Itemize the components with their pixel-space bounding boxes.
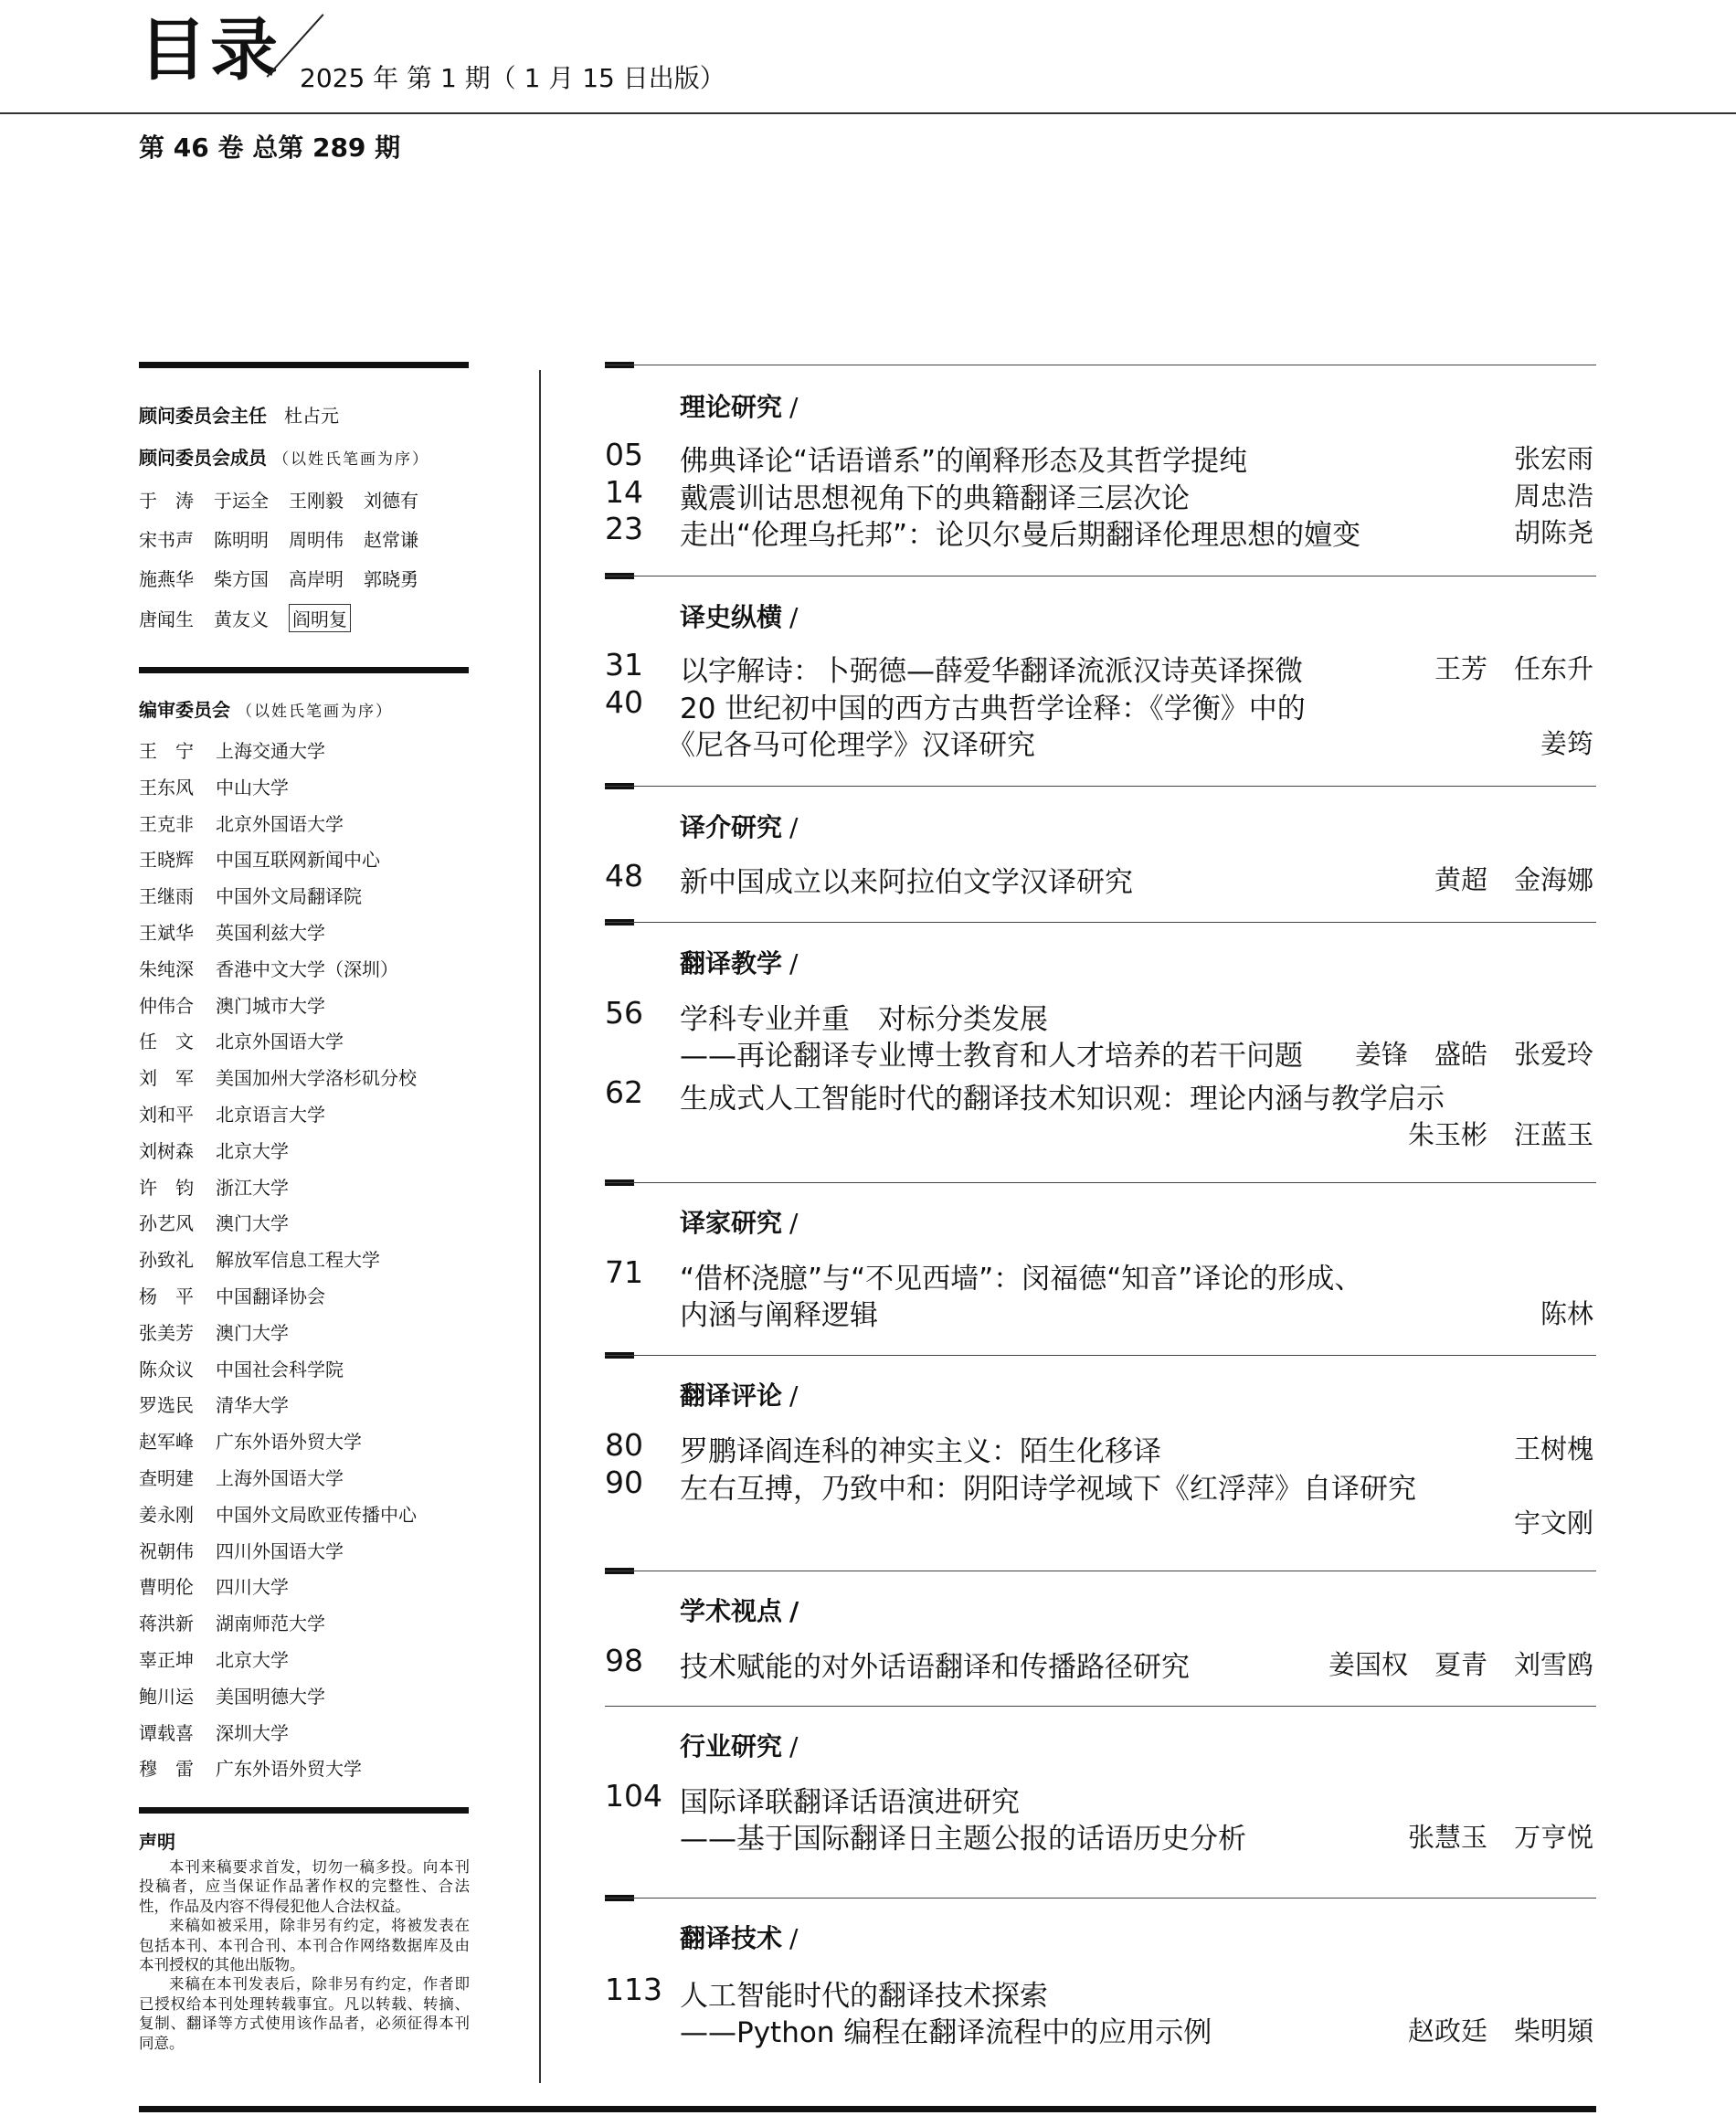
article-title[interactable]: 人工智能时代的翻译技术探索 xyxy=(680,1980,1048,2013)
article-title[interactable]: 佛典译论“话语谱系”的阐释形态及其哲学提纯 xyxy=(680,445,1248,478)
article-authors: 宇文刚 xyxy=(1513,1507,1593,1539)
article-page: 62 xyxy=(605,1074,643,1110)
editorial-member-name: 蒋洪新 xyxy=(139,1613,194,1635)
declaration-paragraph: 来稿在本刊发表后，除非另有约定，作者即已授权给本刊处理转载事宜。凡以转载、转摘、复制、翻译等方式使用该作品者，必须征得本刊同意。 xyxy=(139,1975,470,2052)
advisory-member: 高岸明 xyxy=(289,568,344,590)
editorial-member xyxy=(139,1537,344,1563)
editorial-member-org: 上海交通大学 xyxy=(216,740,325,762)
editorial-member xyxy=(139,1063,417,1090)
sidebar-rule xyxy=(139,362,469,368)
article-authors: 周忠浩 xyxy=(1513,481,1593,512)
advisory-chair-label: 顾问委员会主任 xyxy=(139,405,267,427)
article-authors: 张宏雨 xyxy=(1513,443,1593,474)
article-authors: 姜国权 夏青 刘雪鸥 xyxy=(1328,1649,1593,1680)
header-rule xyxy=(0,112,1736,114)
editorial-member xyxy=(139,773,289,799)
advisory-member-boxed: 阎明复 xyxy=(289,604,351,632)
editorial-member-org: 中国外文局翻译院 xyxy=(216,885,362,908)
advisory-members-label: 顾问委员会成员 xyxy=(139,447,267,469)
editorial-member-name: 王晓辉 xyxy=(139,849,194,872)
editorial-member xyxy=(139,1137,289,1163)
editorial-member-name: 姜永刚 xyxy=(139,1503,194,1526)
article-title[interactable]: “借杯浇臆”与“不见西墙”：闵福德“知音”译论的形成、 xyxy=(680,1263,1363,1296)
article-title[interactable]: 走出“伦理乌托邦”：论贝尔曼后期翻译伦理思想的嬗变 xyxy=(680,519,1361,552)
editorial-member-name: 罗选民 xyxy=(139,1394,194,1417)
editorial-member xyxy=(139,1355,344,1381)
editorial-member-org: 湖南师范大学 xyxy=(216,1613,325,1635)
article-authors: 姜锋 盛皓 张爱玲 xyxy=(1354,1039,1593,1070)
article-page: 80 xyxy=(605,1427,643,1463)
editorial-member xyxy=(139,1209,289,1235)
editorial-member xyxy=(139,1318,289,1345)
article-page: 40 xyxy=(605,684,643,720)
article-title[interactable]: 20 世纪初中国的西方古典哲学诠释：《学衡》中的 xyxy=(680,693,1306,725)
declaration-paragraph: 来稿如被采用，除非另有约定，将被发表在包括本刊、本刊合刊、本刊合作网络数据库及由本刊授权的其他出版物。 xyxy=(139,1917,470,1974)
article-authors: 王芳 任东升 xyxy=(1434,653,1593,684)
editorial-member xyxy=(139,918,325,945)
advisory-member: 陈明明 xyxy=(214,529,269,551)
article-title[interactable]: 国际译联翻译话语演进研究 xyxy=(680,1786,1020,1819)
editorial-member-name: 刘 军 xyxy=(139,1067,194,1090)
advisory-member: 郭晓勇 xyxy=(364,568,418,590)
editorial-member-name: 杨 平 xyxy=(139,1285,194,1307)
editorial-member-org: 澳门大学 xyxy=(216,1321,289,1344)
section-title: 译介研究 / xyxy=(680,812,799,842)
editorial-member-name: 陈众议 xyxy=(139,1358,194,1380)
editorial-member xyxy=(139,955,398,981)
editorial-member-name: 祝朝伟 xyxy=(139,1539,194,1562)
advisory-chair-name: 杜占元 xyxy=(283,405,339,427)
article-title-line2[interactable]: ——Python 编程在翻译流程中的应用示例 xyxy=(680,2016,1212,2049)
article-page: 14 xyxy=(605,474,643,510)
section-title: 译史纵横 / xyxy=(680,602,799,632)
section-title: 学术视点 / xyxy=(680,1596,799,1626)
editorial-member-name: 王东风 xyxy=(139,776,194,799)
editorial-member xyxy=(139,845,380,872)
article-title-line2[interactable]: 《尼各马可伦理学》汉译研究 xyxy=(667,729,1035,762)
section-title: 译家研究 / xyxy=(680,1208,799,1238)
advisory-member: 于运全 xyxy=(214,490,269,512)
editorial-member xyxy=(139,1572,289,1599)
editorial-member-name: 刘和平 xyxy=(139,1104,194,1126)
editorial-member-name: 赵军峰 xyxy=(139,1431,194,1454)
section-title: 翻译教学 / xyxy=(680,948,799,978)
editorial-member-org: 清华大学 xyxy=(216,1394,289,1417)
editorial-member-org: 中国翻译协会 xyxy=(216,1285,325,1307)
article-title[interactable]: 学科专业并重 对标分类发展 xyxy=(680,1003,1048,1036)
editorial-member xyxy=(139,882,362,908)
article-authors: 胡陈尧 xyxy=(1513,517,1593,548)
editorial-member xyxy=(139,1464,344,1490)
editorial-member xyxy=(139,809,344,836)
editorial-member-org: 北京外国语大学 xyxy=(216,1031,344,1053)
advisory-member: 施燕华 xyxy=(139,568,194,590)
issue-date: 2025 年 第 1 期（ 1 月 15 日出版） xyxy=(300,63,725,93)
article-title-line2[interactable]: ——再论翻译专业博士教育和人才培养的若干问题 xyxy=(680,1040,1303,1073)
article-page: 113 xyxy=(605,1972,662,2007)
editorial-member-org: 广东外语外贸大学 xyxy=(216,1758,362,1781)
editorial-member-org: 香港中文大学（深圳） xyxy=(216,957,398,980)
editorial-member-org: 广东外语外贸大学 xyxy=(216,1431,362,1454)
editorial-member-org: 中国外文局欧亚传播中心 xyxy=(216,1503,417,1526)
section-title: 行业研究 / xyxy=(680,1731,799,1761)
advisory-members-heading xyxy=(139,443,429,470)
section-rule xyxy=(605,1706,1596,1707)
editorial-member-org: 中国社会科学院 xyxy=(216,1358,344,1380)
editorial-member-org: 四川外国语大学 xyxy=(216,1539,344,1562)
editorial-member-name: 查明建 xyxy=(139,1467,194,1489)
editorial-label: 编审委员会 xyxy=(139,699,230,721)
editorial-member xyxy=(139,1645,289,1672)
section-title: 翻译评论 / xyxy=(680,1380,799,1411)
editorial-member-name: 鲍川运 xyxy=(139,1685,194,1708)
editorial-member-name: 辜正坤 xyxy=(139,1649,194,1671)
advisory-member: 宋书声 xyxy=(139,529,194,551)
article-authors: 朱玉彬 汪蓝玉 xyxy=(1407,1119,1593,1150)
advisory-member: 唐闻生 xyxy=(139,608,194,630)
editorial-member-name: 朱纯深 xyxy=(139,957,194,980)
advisory-chair xyxy=(139,401,339,428)
article-title[interactable]: 左右互搏，乃致中和：阴阳诗学视域下《红浮萍》自译研究 xyxy=(680,1473,1416,1506)
article-title[interactable]: 新中国成立以来阿拉伯文学汉译研究 xyxy=(680,866,1133,899)
editorial-member-org: 中国互联网新闻中心 xyxy=(216,849,380,872)
editorial-member-org: 北京大学 xyxy=(216,1649,289,1671)
editorial-member-name: 刘树森 xyxy=(139,1139,194,1162)
advisory-member: 王刚毅 xyxy=(289,490,344,512)
page-title: 目录 xyxy=(139,11,281,90)
article-page: 31 xyxy=(605,647,643,682)
editorial-member-name: 张美芳 xyxy=(139,1321,194,1344)
editorial-member xyxy=(139,1427,362,1454)
editorial-member-name: 仲伟合 xyxy=(139,994,194,1017)
editorial-member-name: 孙致礼 xyxy=(139,1249,194,1272)
article-title[interactable]: 以字解诗：卜弼德—薛爱华翻译流派汉诗英译探微 xyxy=(680,655,1303,688)
article-authors: 陈林 xyxy=(1540,1298,1593,1329)
advisory-members-note: （以姓氏笔画为序） xyxy=(272,450,429,469)
section-title: 翻译技术 / xyxy=(680,1923,799,1953)
advisory-member: 赵常谦 xyxy=(364,529,418,551)
editorial-member-name: 穆 雷 xyxy=(139,1758,194,1781)
editorial-member xyxy=(139,1245,380,1272)
advisory-member: 黄友义 xyxy=(214,608,269,630)
editorial-member-org: 深圳大学 xyxy=(216,1721,289,1744)
editorial-member-org: 北京大学 xyxy=(216,1139,289,1162)
article-authors: 姜筠 xyxy=(1540,728,1593,759)
editorial-member xyxy=(139,991,325,1018)
editorial-member-name: 谭载喜 xyxy=(139,1721,194,1744)
section-rule xyxy=(605,1898,1596,1899)
editorial-member-name: 许 钧 xyxy=(139,1176,194,1199)
editorial-member-org: 澳门城市大学 xyxy=(216,994,325,1017)
column-divider xyxy=(539,370,541,2083)
editorial-member xyxy=(139,1609,325,1635)
editorial-heading xyxy=(139,695,393,722)
article-page: 05 xyxy=(605,437,643,472)
article-title-line2[interactable]: ——基于国际翻译日主题公报的话语历史分析 xyxy=(680,1823,1246,1856)
article-authors: 赵政廷 柴明熲 xyxy=(1407,2015,1593,2047)
editorial-member xyxy=(139,1282,325,1308)
section-title: 理论研究 / xyxy=(680,392,799,422)
editorial-member-org: 北京语言大学 xyxy=(216,1104,325,1126)
article-authors: 王树槐 xyxy=(1513,1433,1593,1465)
article-page: 56 xyxy=(605,995,643,1031)
editorial-member-org: 澳门大学 xyxy=(216,1212,289,1235)
editorial-member xyxy=(139,1100,325,1126)
editorial-member-name: 王 宁 xyxy=(139,740,194,762)
editorial-note: （以姓氏笔画为序） xyxy=(236,703,393,721)
article-authors: 黄超 金海娜 xyxy=(1434,864,1593,895)
article-page: 48 xyxy=(605,858,643,894)
editorial-member-name: 王克非 xyxy=(139,812,194,835)
editorial-member xyxy=(139,1391,289,1417)
editorial-member xyxy=(139,1719,289,1745)
editorial-member-org: 浙江大学 xyxy=(216,1176,289,1199)
editorial-member-org: 中山大学 xyxy=(216,776,289,799)
editorial-member-org: 解放军信息工程大学 xyxy=(216,1249,380,1272)
advisory-member: 刘德有 xyxy=(364,490,418,512)
editorial-member-org: 北京外国语大学 xyxy=(216,812,344,835)
advisory-member: 周明伟 xyxy=(289,529,344,551)
article-page: 104 xyxy=(605,1778,662,1814)
sidebar-rule xyxy=(139,667,469,673)
article-title[interactable]: 戴震训诂思想视角下的典籍翻译三层次论 xyxy=(680,482,1190,515)
section-rule xyxy=(605,1182,1596,1183)
editorial-member-name: 王斌华 xyxy=(139,922,194,944)
advisory-row xyxy=(139,486,439,513)
article-page: 23 xyxy=(605,511,643,546)
sidebar-rule xyxy=(139,1807,469,1814)
section-rule xyxy=(605,922,1596,923)
section-rule xyxy=(605,1355,1596,1356)
editorial-member-name: 孙艺风 xyxy=(139,1212,194,1235)
declaration-heading: 声明 xyxy=(139,1831,175,1853)
article-title[interactable]: 技术赋能的对外话语翻译和传播路径研究 xyxy=(680,1651,1190,1684)
advisory-member: 于 涛 xyxy=(139,490,194,512)
article-authors: 张慧玉 万亨悦 xyxy=(1407,1822,1593,1853)
article-title-line2[interactable]: 内涵与阐释逻辑 xyxy=(680,1299,878,1332)
editorial-member-name: 王继雨 xyxy=(139,885,194,908)
article-title[interactable]: 罗鹏译阎连科的神实主义：陌生化移译 xyxy=(680,1435,1161,1468)
declaration-paragraph: 本刊来稿要求首发，切勿一稿多投。向本刊投稿者，应当保证作品著作权的完整性、合法性，作品及内容不得侵犯他人合法权益。 xyxy=(139,1858,470,1915)
declaration-text xyxy=(139,1857,470,2053)
editorial-member xyxy=(139,1682,325,1708)
editorial-member xyxy=(139,1027,344,1053)
article-page: 71 xyxy=(605,1254,643,1290)
advisory-member: 柴方国 xyxy=(214,568,269,590)
section-rule xyxy=(605,786,1596,787)
editorial-member-org: 英国利兹大学 xyxy=(216,922,325,944)
advisory-row xyxy=(139,604,371,632)
editorial-member-org: 四川大学 xyxy=(216,1576,289,1599)
volume-info: 第 46 卷 总第 289 期 xyxy=(139,132,401,163)
editorial-member xyxy=(139,1173,289,1200)
article-page: 90 xyxy=(605,1465,643,1500)
advisory-row xyxy=(139,525,439,552)
bottom-rule xyxy=(139,2106,1596,2112)
editorial-member xyxy=(139,1754,362,1781)
editorial-member xyxy=(139,736,325,763)
advisory-row xyxy=(139,565,439,591)
editorial-member-name: 曹明伦 xyxy=(139,1576,194,1599)
article-title[interactable]: 生成式人工智能时代的翻译技术知识观：理论内涵与教学启示 xyxy=(680,1083,1445,1116)
editorial-member-org: 美国明德大学 xyxy=(216,1685,325,1708)
editorial-member-org: 美国加州大学洛杉矶分校 xyxy=(216,1067,417,1090)
editorial-member-org: 上海外国语大学 xyxy=(216,1467,344,1489)
editorial-member xyxy=(139,1500,417,1527)
editorial-member-name: 任 文 xyxy=(139,1031,194,1053)
article-page: 98 xyxy=(605,1643,643,1678)
